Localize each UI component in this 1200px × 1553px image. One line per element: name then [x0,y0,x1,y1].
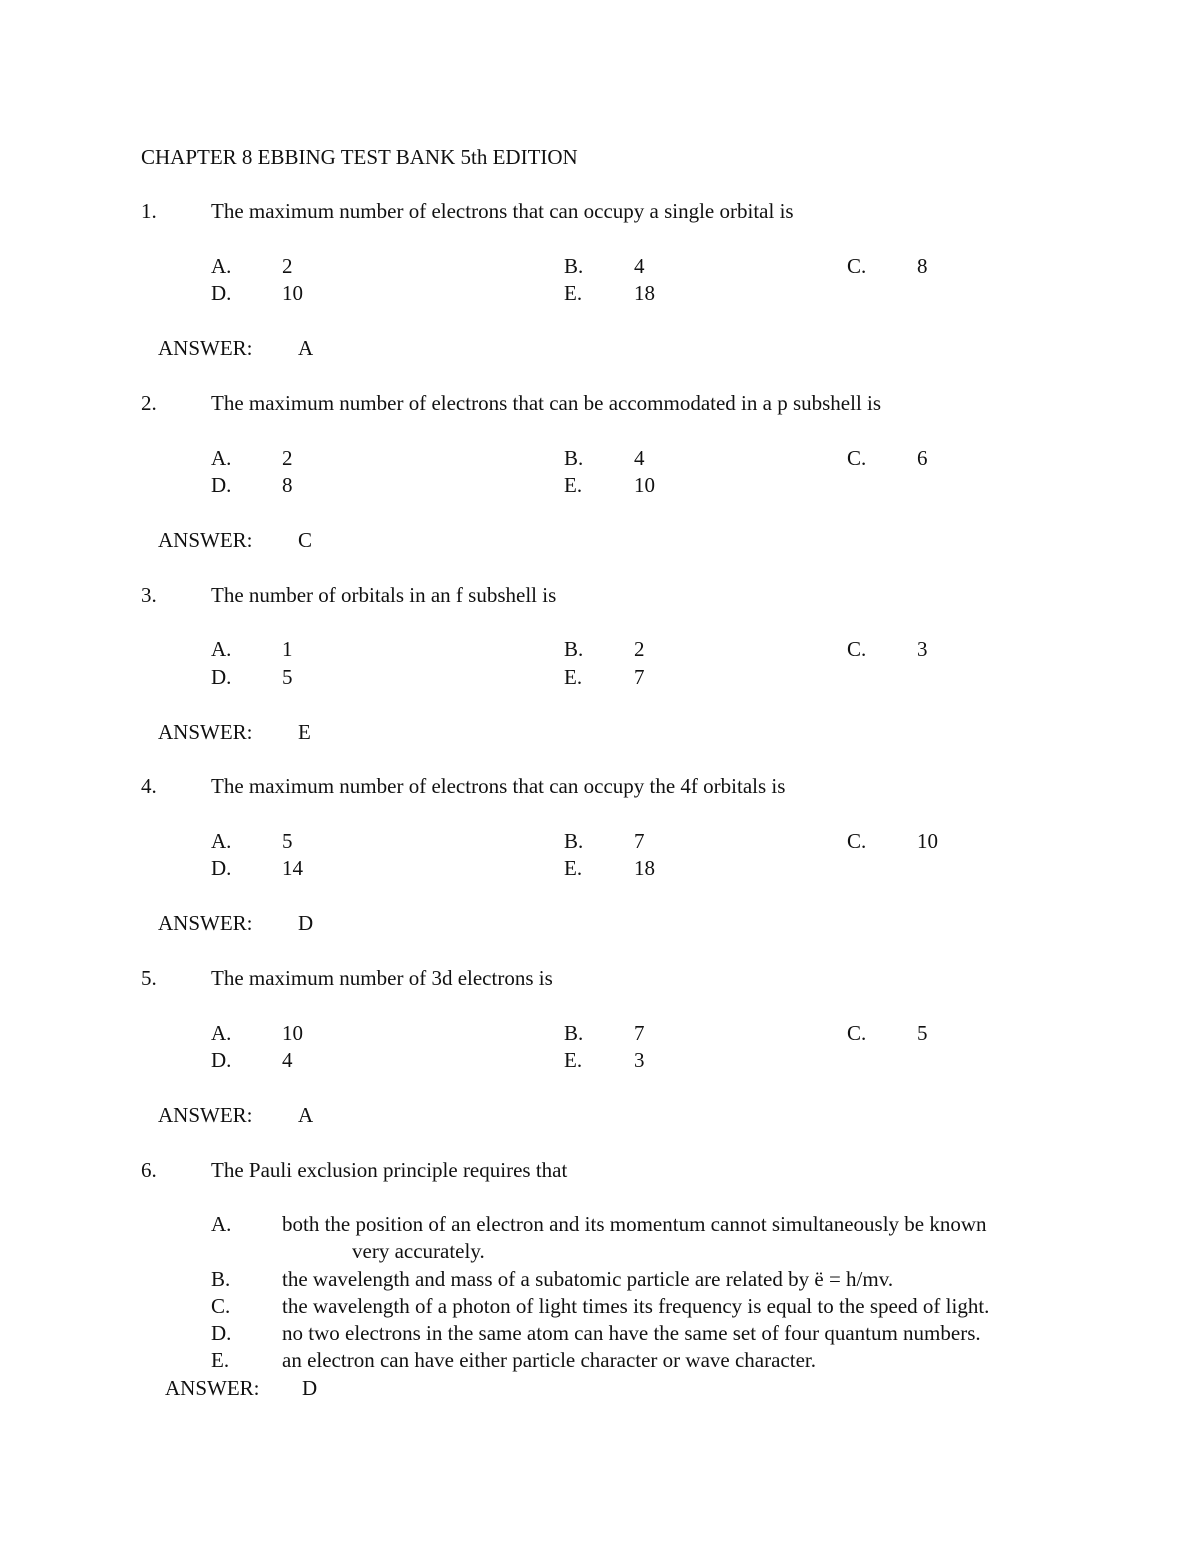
option-value: 2 [282,446,293,470]
option-letter: D. [211,856,232,880]
option-value: 6 [917,446,928,470]
document-title: CHAPTER 8 EBBING TEST BANK 5th EDITION [141,145,578,169]
answer-label: ANSWER: [158,720,253,744]
option-letter: A. [211,637,232,661]
option-letter: C. [847,829,867,853]
option-text-line: the wavelength and mass of a subatomic particle are related by ë = h/mv. [282,1267,894,1291]
option-letter: C. [847,254,867,278]
option-value: 3 [917,637,928,661]
answer-label: ANSWER: [165,1376,260,1400]
option-letter: E. [564,473,583,497]
option-value: 10 [917,829,938,853]
option-letter: C. [211,1294,231,1318]
option-letter: A. [211,254,232,278]
option-letter: C. [847,446,867,470]
option-value: 7 [634,829,645,853]
answer-value: A [298,336,314,360]
option-value: 4 [634,254,645,278]
option-letter: B. [564,446,584,470]
option-letter: A. [211,829,232,853]
answer-value: D [298,911,314,935]
question-text: The maximum number of electrons that can occupy the 4f orbitals is [211,774,786,798]
option-letter: D. [211,1048,232,1072]
option-letter: E. [211,1348,230,1372]
option-value: 7 [634,665,645,689]
option-text-line: both the position of an electron and its momentum cannot simultaneously be known [282,1212,987,1236]
option-letter: A. [211,446,232,470]
question-text: The maximum number of electrons that can occupy a single orbital is [211,199,794,223]
option-value: 18 [634,281,655,305]
answer-label: ANSWER: [158,911,253,935]
option-letter: E. [564,665,583,689]
option-value: 1 [282,637,293,661]
option-value: 5 [917,1021,928,1045]
question-text: The Pauli exclusion principle requires that [211,1158,568,1182]
option-value: 10 [282,281,303,305]
option-letter: A. [211,1021,232,1045]
option-value: 4 [634,446,645,470]
answer-value: D [302,1376,318,1400]
option-value: 10 [282,1021,303,1045]
answer-label: ANSWER: [158,528,253,552]
answer-label: ANSWER: [158,336,253,360]
option-value: 18 [634,856,655,880]
option-value: 8 [917,254,928,278]
option-value: 2 [282,254,293,278]
option-letter: C. [847,637,867,661]
option-letter: D. [211,1321,232,1345]
question-number: 5. [141,966,157,990]
answer-value: C [298,528,313,552]
question-text: The maximum number of electrons that can be accommodated in a p subshell is [211,391,882,415]
option-letter: D. [211,473,232,497]
option-letter: B. [564,829,584,853]
option-text-line: no two electrons in the same atom can have the same set of four quantum numbers. [282,1321,981,1345]
question-number: 4. [141,774,157,798]
option-text-line: an electron can have either particle character or wave character. [282,1348,816,1372]
option-letter: B. [564,1021,584,1045]
option-letter: E. [564,281,583,305]
option-value: 5 [282,665,293,689]
option-text-line: very accurately. [352,1239,485,1263]
question-text: The number of orbitals in an f subshell is [211,583,557,607]
option-letter: B. [564,254,584,278]
option-letter: A. [211,1212,232,1236]
question-number: 2. [141,391,157,415]
answer-label: ANSWER: [158,1103,253,1127]
option-letter: B. [564,637,584,661]
option-letter: E. [564,856,583,880]
option-value: 3 [634,1048,645,1072]
question-text: The maximum number of 3d electrons is [211,966,553,990]
question-number: 6. [141,1158,157,1182]
option-letter: C. [847,1021,867,1045]
question-number: 1. [141,199,157,223]
option-value: 8 [282,473,293,497]
option-value: 4 [282,1048,293,1072]
option-value: 7 [634,1021,645,1045]
option-value: 5 [282,829,293,853]
option-text-line: the wavelength of a photon of light times its frequency is equal to the speed of light. [282,1294,990,1318]
option-letter: E. [564,1048,583,1072]
answer-value: A [298,1103,314,1127]
option-value: 2 [634,637,645,661]
answer-value: E [298,720,311,744]
option-letter: D. [211,281,232,305]
option-value: 14 [282,856,303,880]
question-number: 3. [141,583,157,607]
option-letter: D. [211,665,232,689]
option-letter: B. [211,1267,231,1291]
option-value: 10 [634,473,655,497]
